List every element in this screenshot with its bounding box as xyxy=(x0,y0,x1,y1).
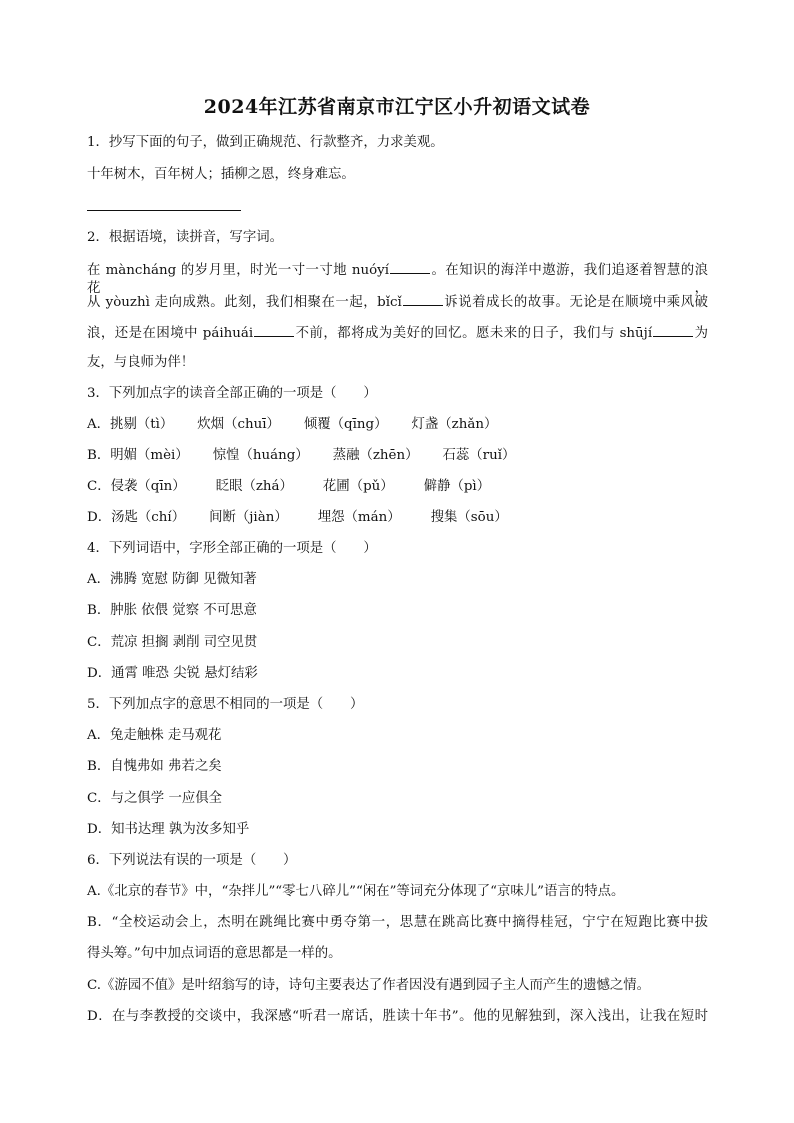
q2-text: 不前，都将成为美好的回忆。愿未来的日子，我们与 shūjí xyxy=(295,326,653,341)
option-item: 蒸融（zhēn） xyxy=(332,448,419,463)
answer-blank[interactable] xyxy=(653,323,693,337)
question-2-line-4: 友，与良师为伴！ xyxy=(87,355,195,370)
option-item: C．侵袭（qīn） xyxy=(87,479,186,494)
q2-text: 为 xyxy=(694,326,709,341)
question-4-option-c[interactable]: C．荒凉 担搁 剥削 司空见贯 xyxy=(87,635,258,650)
question-2-line-3 xyxy=(87,323,708,343)
question-6-option-b-cont: 得头筹。”句中加点词语的意思都是一样的。 xyxy=(87,946,342,961)
option-item: 眨眼（zhá） xyxy=(215,479,293,494)
q2-text: 。在知识的海洋中遨游，我们追逐着智慧的浪花， xyxy=(87,263,708,296)
q2-text: 诉说着成长的故事。无论是在顺境中乘风破 xyxy=(443,295,708,310)
option-item: 石蕊（ruǐ） xyxy=(442,448,516,463)
option-item: 间断（jiàn） xyxy=(209,510,288,525)
question-4-stem: 4．下列词语中，字形全部正确的一项是（ ） xyxy=(87,541,377,556)
question-3-option-c[interactable] xyxy=(87,478,490,496)
option-item: 惊惶（huáng） xyxy=(212,448,309,463)
question-4-option-d[interactable]: D．通霄 唯恐 尖锐 悬灯结彩 xyxy=(87,666,258,681)
question-6-option-b[interactable]: B．“全校运动会上，杰明在跳绳比赛中勇夺第一，思慧在跳高比赛中摘得桂冠，宁宁在短跑比赛中拔 xyxy=(87,915,708,930)
option-item: 花圃（pǔ） xyxy=(322,479,394,494)
question-1-stem: 1．抄写下面的句子，做到正确规范、行款整齐，力求美观。 xyxy=(87,135,444,150)
question-3-option-d[interactable] xyxy=(87,509,508,527)
question-2-line-2 xyxy=(87,292,708,312)
option-item: 倾覆（qīng） xyxy=(303,417,388,432)
answer-blank[interactable] xyxy=(254,323,294,337)
option-item: 搜集（sōu） xyxy=(430,510,508,525)
q2-text: 从 yòuzhì 走向成熟。此刻，我们相聚在一起，bǐcǐ xyxy=(87,295,402,310)
q2-text: 在 màncháng 的岁月里，时光一寸一寸地 nuóyí xyxy=(87,263,389,278)
option-item: A．挑剔（tì） xyxy=(87,417,174,432)
question-4-option-a[interactable]: A．沸腾 宽慰 防御 见微知著 xyxy=(87,572,257,587)
question-6-option-a[interactable]: A.《北京的春节》中，“杂拌儿”“零七八碎儿”“闲在”等词充分体现了“京味儿”语言的特点。 xyxy=(87,884,625,899)
option-item: 灯盏（zhǎn） xyxy=(411,417,498,432)
question-3-stem: 3．下列加点字的读音全部正确的一项是（ ） xyxy=(87,386,377,401)
question-6-stem: 6．下列说法有误的一项是（ ） xyxy=(87,853,297,868)
question-1-sentence: 十年树木，百年树人；插柳之恩，终身难忘。 xyxy=(87,167,355,182)
answer-blank[interactable] xyxy=(403,292,443,306)
option-item: 炊烟（chuī） xyxy=(197,417,280,432)
question-3-option-a[interactable] xyxy=(87,416,497,434)
question-5-option-a[interactable]: A．兔走触株 走马观花 xyxy=(87,728,222,743)
question-4-option-b[interactable]: B．肿胀 依偎 觉察 不可思意 xyxy=(87,603,257,618)
question-1-answer-line[interactable] xyxy=(87,210,241,211)
option-item: 僻静（pì） xyxy=(423,479,491,494)
question-2-stem: 2．根据语境，读拼音，写字词。 xyxy=(87,230,283,245)
page-title: 2024年江苏省南京市江宁区小升初语文试卷 xyxy=(203,96,591,118)
option-item: D．汤匙（chí） xyxy=(87,510,186,525)
option-item: B．明媚（mèi） xyxy=(87,448,189,463)
question-5-option-c[interactable]: C．与之俱学 一应俱全 xyxy=(87,791,223,806)
question-5-option-b[interactable]: B．自愧弗如 弗若之矣 xyxy=(87,759,222,774)
question-6-option-d[interactable]: D．在与李教授的交谈中，我深感“听君一席话，胜读十年书”。他的见解独到，深入浅出，让我在短时 xyxy=(87,1009,708,1024)
option-item: 埋怨（mán） xyxy=(317,510,401,525)
question-6-option-c[interactable]: C.《游园不值》是叶绍翁写的诗，诗句主要表达了作者因没有遇到园子主人而产生的遗憾之情。 xyxy=(87,978,651,993)
question-5-option-d[interactable]: D．知书达理 孰为汝多知乎 xyxy=(87,822,250,837)
question-3-option-b[interactable] xyxy=(87,447,515,465)
answer-blank[interactable] xyxy=(390,260,430,274)
q2-text: 浪，还是在困境中 páihuái xyxy=(87,326,254,341)
question-5-stem: 5．下列加点字的意思不相同的一项是（ ） xyxy=(87,697,364,712)
